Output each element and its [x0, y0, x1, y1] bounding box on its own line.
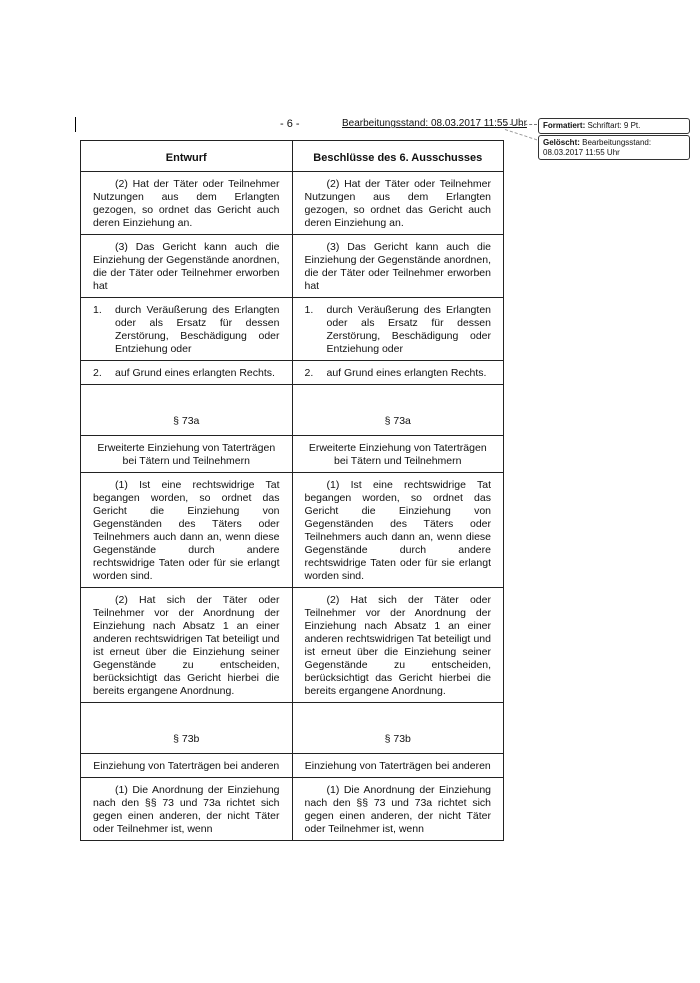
table-cell [292, 588, 504, 703]
paragraph: (1) Die Anordnung der Einziehung nach den §§ 73 und 73a richtet sich gegen einen anderen, der nicht Täter oder Teilnehmer ist, wenn [304, 784, 491, 835]
table-row [81, 754, 504, 778]
table-row [81, 172, 504, 235]
table-row [81, 235, 504, 298]
section-heading: § 73a [173, 415, 200, 427]
section-heading: § 73b [384, 733, 411, 745]
paragraph: (1) Ist eine rechtswidrige Tat begangen worden, so ordnet das Gericht die Einziehung von Gegenständen des Täters oder Teilnehmers auch dann an, wenn diese Gegenstände durch andere rechtswidrige Taten oder für sie erlangt worden sind. [304, 479, 491, 582]
list-text: durch Veräußerung des Erlangten oder als Ersatz für dessen Zerstörung, Beschädigung oder Entziehung oder [326, 304, 491, 355]
list-number: 2. [93, 367, 102, 379]
paragraph: (1) Die Anordnung der Einziehung nach den §§ 73 und 73a richtet sich gegen einen anderen, der nicht Täter oder Teilnehmer ist, wenn [93, 784, 280, 835]
table-row [81, 385, 504, 436]
table-cell [292, 172, 504, 235]
table-row [81, 703, 504, 754]
paragraph: (2) Hat der Täter oder Teilnehmer Nutzungen aus dem Erlangten gezogen, so ordnet das Gericht auch deren Einziehung an. [304, 178, 491, 229]
paragraph: (3) Das Gericht kann auch die Einziehung der Gegenstände anordnen, die der Täter oder Teilnehmer erworben hat [93, 241, 280, 292]
paragraph: (2) Hat der Täter oder Teilnehmer Nutzungen aus dem Erlangten gezogen, so ordnet das Gericht auch deren Einziehung an. [93, 178, 280, 229]
list-number: 1. [304, 304, 314, 316]
list-text: durch Veräußerung des Erlangten oder als Ersatz für dessen Zerstörung, Beschädigung oder Entziehung oder [115, 304, 280, 355]
status-line: Bearbeitungsstand: 08.03.2017 11:55 Uhr [342, 118, 527, 129]
list-text: auf Grund eines erlangten Rechts. [115, 367, 275, 379]
table-cell [81, 436, 293, 473]
table-cell [292, 754, 504, 778]
table-row [81, 778, 504, 841]
table-row [81, 361, 504, 385]
list-item [93, 367, 280, 380]
list-item [93, 304, 280, 356]
comment-deleted-label: Gelöscht: [543, 138, 580, 147]
list-number: 2. [304, 367, 314, 379]
table-cell [81, 361, 293, 385]
table-header-row [81, 141, 504, 172]
list-item [305, 367, 492, 380]
table-cell [81, 588, 293, 703]
comment-deleted[interactable] [538, 135, 690, 160]
list-item [305, 304, 492, 356]
table-cell [292, 235, 504, 298]
table-cell [81, 235, 293, 298]
table-cell [292, 473, 504, 588]
section-title: Erweiterte Einziehung von Taterträgen bei Tätern und Teilnehmern [308, 442, 487, 467]
list-number: 1. [93, 304, 102, 316]
section-title: Erweiterte Einziehung von Taterträgen bei Tätern und Teilnehmern [97, 442, 276, 467]
table-cell [292, 703, 504, 754]
page-number: - 6 - [280, 118, 300, 130]
table-cell [81, 298, 293, 361]
column-header-draft: Entwurf [81, 141, 293, 172]
section-heading: § 73a [384, 415, 411, 427]
change-bar [75, 117, 76, 132]
paragraph: (3) Das Gericht kann auch die Einziehung der Gegenstände anordnen, die der Täter oder Teilnehmer erworben hat [304, 241, 491, 292]
comment-formatted-text: Schriftart: 9 Pt. [587, 121, 641, 130]
table-cell [81, 385, 293, 436]
table-row [81, 298, 504, 361]
paragraph: (1) Ist eine rechtswidrige Tat begangen worden, so ordnet das Gericht die Einziehung von Gegenständen des Täters oder Teilnehmers auch dann an, wenn diese Gegenstände durch andere rechtswidrige Taten oder für sie erlangt worden sind. [93, 479, 280, 582]
paragraph: (2) Hat sich der Täter oder Teilnehmer vor der Anordnung der Einziehung nach Absatz 1 an einer anderen rechtswidrigen Tat beteiligt und ist erneut über die Einziehung seiner Gegenstände zu entscheiden, berücksichtigt das Gericht hierbei die bereits ergangene Anordnung. [93, 594, 280, 697]
comment-connector-2 [505, 129, 537, 158]
synopsis-table [80, 140, 504, 841]
table-row [81, 588, 504, 703]
paragraph: (2) Hat sich der Täter oder Teilnehmer vor der Anordnung der Einziehung nach Absatz 1 an einer anderen rechtswidrigen Tat beteiligt und ist erneut über die Einziehung seiner Gegenstände zu entscheiden, berücksichtigt das Gericht hierbei die bereits ergangene Anordnung. [304, 594, 491, 697]
table-cell [81, 778, 293, 841]
comment-formatted[interactable] [538, 118, 690, 134]
column-header-resolutions: Beschlüsse des 6. Ausschusses [292, 141, 504, 172]
table-cell [292, 298, 504, 361]
table-cell [292, 436, 504, 473]
comment-deleted-text: Bearbeitungsstand: 08.03.2017 11:55 Uhr [543, 138, 652, 157]
table-row [81, 473, 504, 588]
table-cell [292, 778, 504, 841]
comment-connector [505, 124, 537, 125]
table-cell [292, 385, 504, 436]
list-text: auf Grund eines erlangten Rechts. [326, 367, 487, 379]
table-cell [81, 172, 293, 235]
comment-formatted-label: Formatiert: [543, 121, 586, 130]
section-title: Einziehung von Taterträgen bei anderen [93, 760, 280, 772]
table-row [81, 436, 504, 473]
section-title: Einziehung von Taterträgen bei anderen [304, 760, 491, 772]
table-cell [81, 754, 293, 778]
section-heading: § 73b [173, 733, 200, 745]
table-cell [81, 703, 293, 754]
table-cell [292, 361, 504, 385]
table-cell [81, 473, 293, 588]
